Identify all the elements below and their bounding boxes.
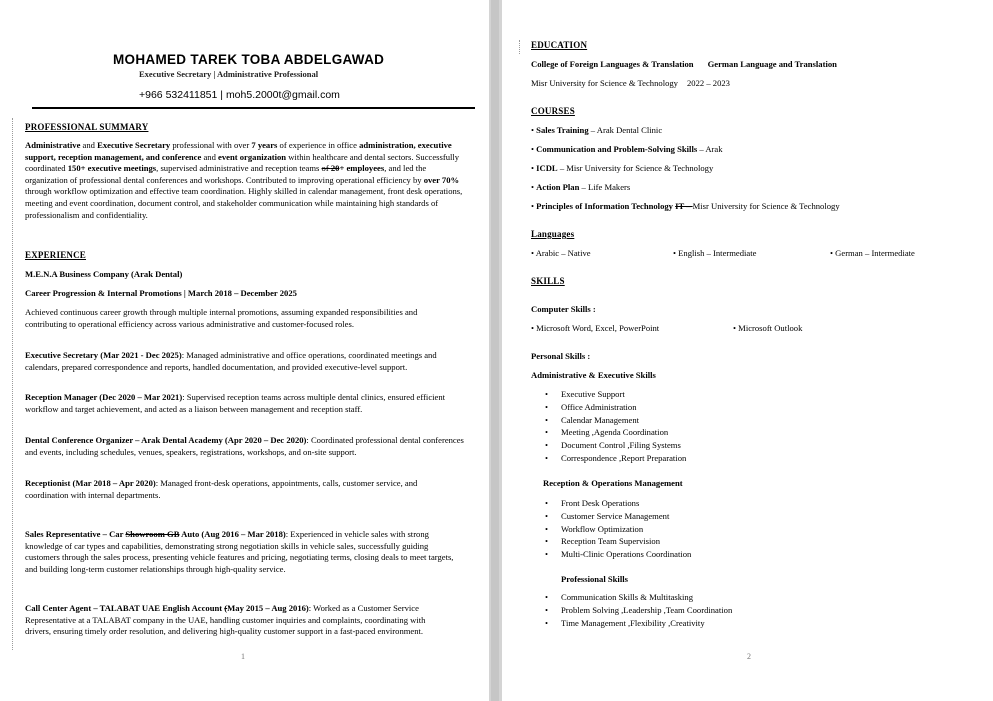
role-reception-manager: Reception Manager (Dec 2020 – Mar 2021): Supervised reception teams across multiple dental clinics, ensured efficient workflow and target achievement, and acted as a liaison between management and reception staff. (25, 392, 446, 414)
contact-line (139, 89, 340, 101)
course-item: • ICDL – Misr University for Science & Technology (531, 163, 714, 173)
reception-skills-heading: Reception & Operations Management (543, 478, 683, 488)
list-item: • Calendar Management (543, 414, 686, 427)
list-item: • Office Administration (543, 401, 686, 414)
education-university: Misr University for Science & Technology 2022 – 2023 (531, 78, 730, 88)
page-gap (489, 0, 502, 701)
role-call-center-agent: Call Center Agent – TALABAT UAE English Account (May 2015 – Aug 2016): Worked as a Customer Service Representative at a TALABAT company in the UAE, handling customer inquiries and complaints, coordinating with drivers, ensuring timely order resolution, and delivering high-quality customer support in a fast-paced environment. (25, 603, 426, 637)
education-degree: College of Foreign Languages & Translation German Language and Translation (531, 59, 837, 69)
course-item: • Principles of Information Technology IT – Misr University for Science & Technology (531, 201, 840, 211)
list-item: • Customer Service Management (543, 510, 691, 523)
page-number: 2 (747, 652, 751, 661)
professional-skills-list (543, 591, 732, 629)
list-item: • Front Desk Operations (543, 497, 691, 510)
courses-heading: COURSES (531, 106, 575, 116)
career-progression-line: Career Progression & Internal Promotions | March 2018 – December 2025 (25, 288, 297, 298)
admin-skills-list (543, 388, 686, 465)
summary-paragraph: Administrative and Executive Secretary professional with over 7 years of experience in office administration, executive support, reception management, and conference and event organization within healthcare and dental sectors. Successfully coordinated 150+ executive meetings, supervised administrative and reception teams of 20+ employees, and led the organization of professional dental conferences and workshops. Contributed to improving operational efficiency by over 70% through workflow optimization and effective team coordination. Highly skilled in calendar management, front desk operations, meeting and event coordination, document control, and stakeholder communication while maintaining high standards of professionalism and confidentiality. (25, 140, 463, 220)
admin-skills-heading: Administrative & Executive Skills (531, 370, 656, 380)
summary-heading: PROFESSIONAL SUMMARY (25, 122, 149, 132)
computer-skill-item: • Microsoft Outlook (733, 323, 803, 333)
computer-skill-item: • Microsoft Word, Excel, PowerPoint (531, 323, 660, 333)
role-sales-representative: Sales Representative – Car Showroom GB Auto (Aug 2016 – Mar 2018): Experienced in vehicle sales with strong knowledge of car types and capabilities, demonstrating strong negotiation skills in vehicle sales, successfully guiding customers through the sales process, presenting vehicle features and pricing, negotiating terms, closing deals to meet targets, and building long-term customer relationships through high-quality service. (25, 529, 454, 574)
list-item: • Problem Solving ,Leadership ,Team Coordination (543, 604, 732, 617)
language-item: • Arabic – Native (531, 248, 591, 258)
list-item: • Meeting ,Agenda Coordination (543, 426, 686, 439)
personal-skills-label: Personal Skills : (531, 351, 591, 361)
career-description: Achieved continuous career growth through multiple internal promotions, assuming expanded responsibilities and contributing to operational efficiency across various administrative and customer-focused roles. (25, 307, 418, 329)
course-item: • Sales Training – Arak Dental Clinic (531, 125, 663, 135)
email-address: moh5.2000t@gmail.com (225, 89, 340, 101)
list-item: • Reception Team Supervision (543, 535, 691, 548)
phone-number: +966 532411851 (139, 89, 218, 101)
company-name: M.E.N.A Business Company (Arak Dental) (25, 269, 183, 279)
role-executive-secretary: Executive Secretary (Mar 2021 - Dec 2025): Managed administrative and office operations, coordinated meetings and calendars, prepared correspondence and reports, handled documentation, and provided executive-level support. (25, 350, 437, 372)
language-item: • German – Intermediate (830, 248, 915, 258)
list-item: • Correspondence ,Report Preparation (543, 452, 686, 465)
skills-heading: SKILLS (531, 276, 565, 286)
resume-page-1 (0, 0, 489, 701)
reception-skills-list (543, 497, 691, 561)
experience-heading: EXPERIENCE (25, 250, 87, 260)
list-item: • Document Control ,Filing Systems (543, 439, 686, 452)
role-conference-organizer: Dental Conference Organizer – Arak Dental Academy (Apr 2020 – Dec 2020): Coordinated professional dental conferences and events, including schedules, venues, speakers, registrations, workshops, and on-site support. (25, 435, 464, 457)
languages-heading: Languages (531, 229, 575, 239)
resume-page-2 (502, 0, 993, 701)
margin-guide (12, 118, 13, 650)
course-item: • Communication and Problem-Solving Skills – Arak (531, 144, 723, 154)
margin-guide (519, 40, 520, 54)
list-item: • Time Management ,Flexibility ,Creativity (543, 617, 732, 630)
role-receptionist: Receptionist (Mar 2018 – Apr 2020): Managed front-desk operations, appointments, calls, customer service, and coordination with internal departments. (25, 478, 418, 500)
language-item: • English – Intermediate (673, 248, 757, 258)
course-item: • Action Plan – Life Makers (531, 182, 631, 192)
list-item: • Workflow Optimization (543, 523, 691, 536)
page-number: 1 (241, 652, 245, 661)
header-divider (32, 107, 475, 109)
computer-skills-label: Computer Skills : (531, 304, 596, 314)
list-item: • Communication Skills & Multitasking (543, 591, 732, 604)
candidate-subtitle: Executive Secretary | Administrative Professional (139, 69, 319, 79)
candidate-name: MOHAMED TAREK TOBA ABDELGAWAD (113, 52, 385, 67)
professional-skills-heading: Professional Skills (561, 574, 628, 584)
contact-separator: | (220, 89, 224, 101)
list-item: • Multi-Clinic Operations Coordination (543, 548, 691, 561)
education-heading: EDUCATION (531, 40, 588, 50)
list-item: • Executive Support (543, 388, 686, 401)
